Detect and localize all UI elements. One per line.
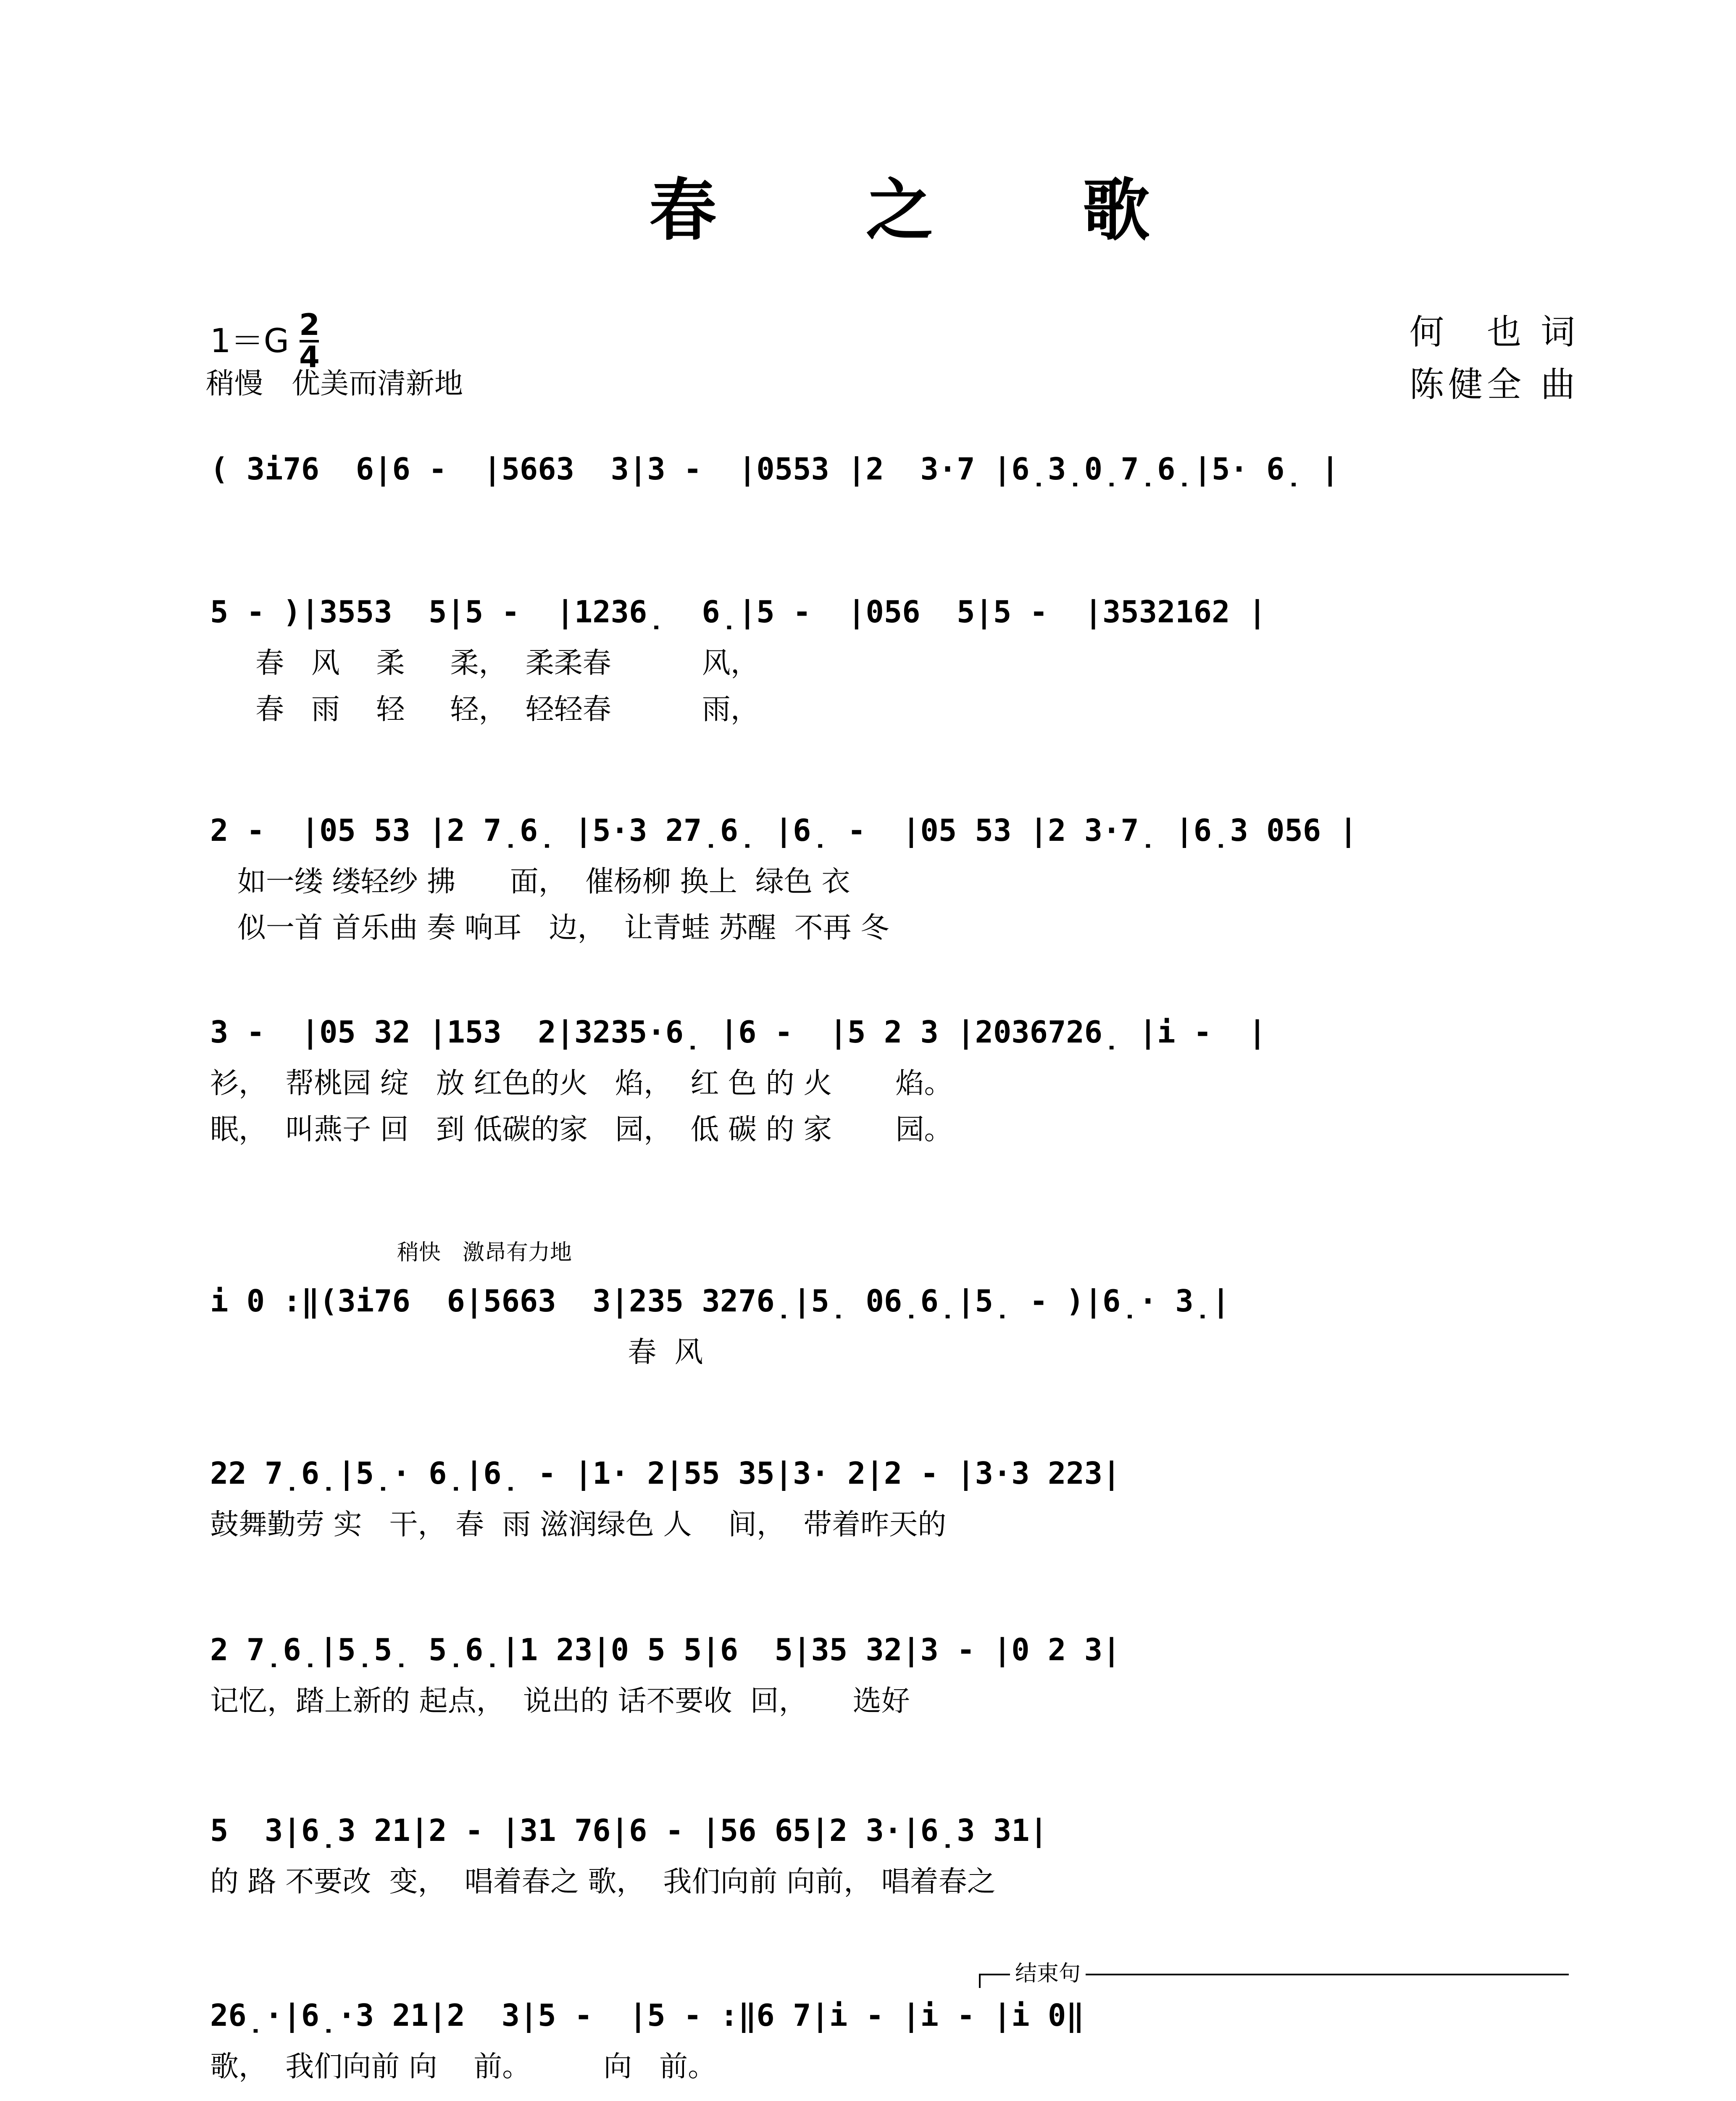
- key-signature: [210, 308, 320, 374]
- notation-line: 5 - )|3553 5|5 - |1236̣ 6̣|5 - |056 5|5 - |3532162 |: [210, 594, 1267, 629]
- notation-line: 3 - |05 32 |153 2|3235·6̣ |6 - |5 2 3 |2036726̣ |i - |: [210, 1014, 1267, 1050]
- lyrics-verse-2: 春 雨 轻 轻， 轻轻春 雨，: [210, 693, 759, 726]
- notation-line: 5 3|6̣3 21|2 - |31 76|6 - |56 65|2 3·|6̣3 31|: [210, 1813, 1048, 1848]
- lyrics-verse-2: 眠， 叫燕子 回 到 低碳的家 园， 低 碳 的 家 园。: [210, 1113, 953, 1146]
- notation-line: 26̣·|6̣·3 21|2 3|5 - |5 - :‖6 7|i - |i - |i 0‖: [210, 1998, 1084, 2033]
- lyrics-verse-1: 春 风: [210, 1336, 703, 1369]
- key-text: 1＝G: [210, 322, 289, 360]
- tempo-marking: 稍慢 优美而清新地: [206, 367, 463, 400]
- time-signature: [299, 308, 320, 374]
- lyricist-credit: 何 也 词: [1410, 312, 1580, 352]
- notation-line: ( 3i76 6|6 - |5663 3|3 - |0553 |2 3·7 |6̣3̣0̣7̣6̣|5· 6̣ |: [210, 451, 1339, 487]
- composer-credit: 陈健全 曲: [1410, 365, 1580, 405]
- time-signature-top: 2: [299, 308, 320, 342]
- lyrics-verse-1: 春 风 柔 柔， 柔柔春 风，: [210, 647, 759, 680]
- lyrics-verse-1: 衫， 帮桃园 绽 放 红色的火 焰， 红 色 的 火 焰。: [210, 1067, 953, 1100]
- lyrics-verse-1: 如一缕 缕轻纱 拂 面， 催杨柳 换上 绿色 衣: [210, 865, 850, 898]
- song-title: 春 之 歌: [649, 171, 1213, 250]
- ending-bracket: [979, 1961, 1569, 1988]
- lyrics-verse-1: 记忆，踏上新的 起点， 说出的 话不要收 回， 选好: [210, 1685, 910, 1718]
- ending-label: 结束句: [1010, 1963, 1086, 1985]
- notation-line: 2 - |05 53 |2 7̣6̣ |5·3 27̣6̣ |6̣ - |05 53 |2 3·7̣ |6̣3 056 |: [210, 813, 1357, 848]
- lyrics-verse-1: 歌， 我们向前 向 前。 向 前。: [210, 2050, 717, 2083]
- time-signature-bottom: 4: [299, 340, 320, 374]
- notation-line: 22 7̣6̣|5̣· 6̣|6̣ - |1· 2|55 35|3· 2|2 - |3·3 223|: [210, 1456, 1121, 1491]
- lyrics-verse-2: 似一首 首乐曲 奏 响耳 边， 让青蛙 苏醒 不再 冬: [210, 911, 889, 945]
- lyrics-verse-1: 鼓舞勤劳 实 干， 春 雨 滋润绿色 人 间， 带着昨天的: [210, 1508, 947, 1541]
- lyrics-verse-1: 的 路 不要改 变， 唱着春之 歌， 我们向前 向前， 唱着春之: [210, 1865, 996, 1898]
- tempo-marking-second: 稍快 激昂有力地: [397, 1240, 572, 1265]
- notation-line: i 0 :‖(3i76 6|5663 3|235 3276̣|5̣ 06̣6̣|5̣ - )|6̣· 3̣|: [210, 1283, 1230, 1319]
- notation-line: 2 7̣6̣|5̣5̣ 5̣6̣|1 23|0 5 5|6 5|35 32|3 - |0 2 3|: [210, 1632, 1121, 1667]
